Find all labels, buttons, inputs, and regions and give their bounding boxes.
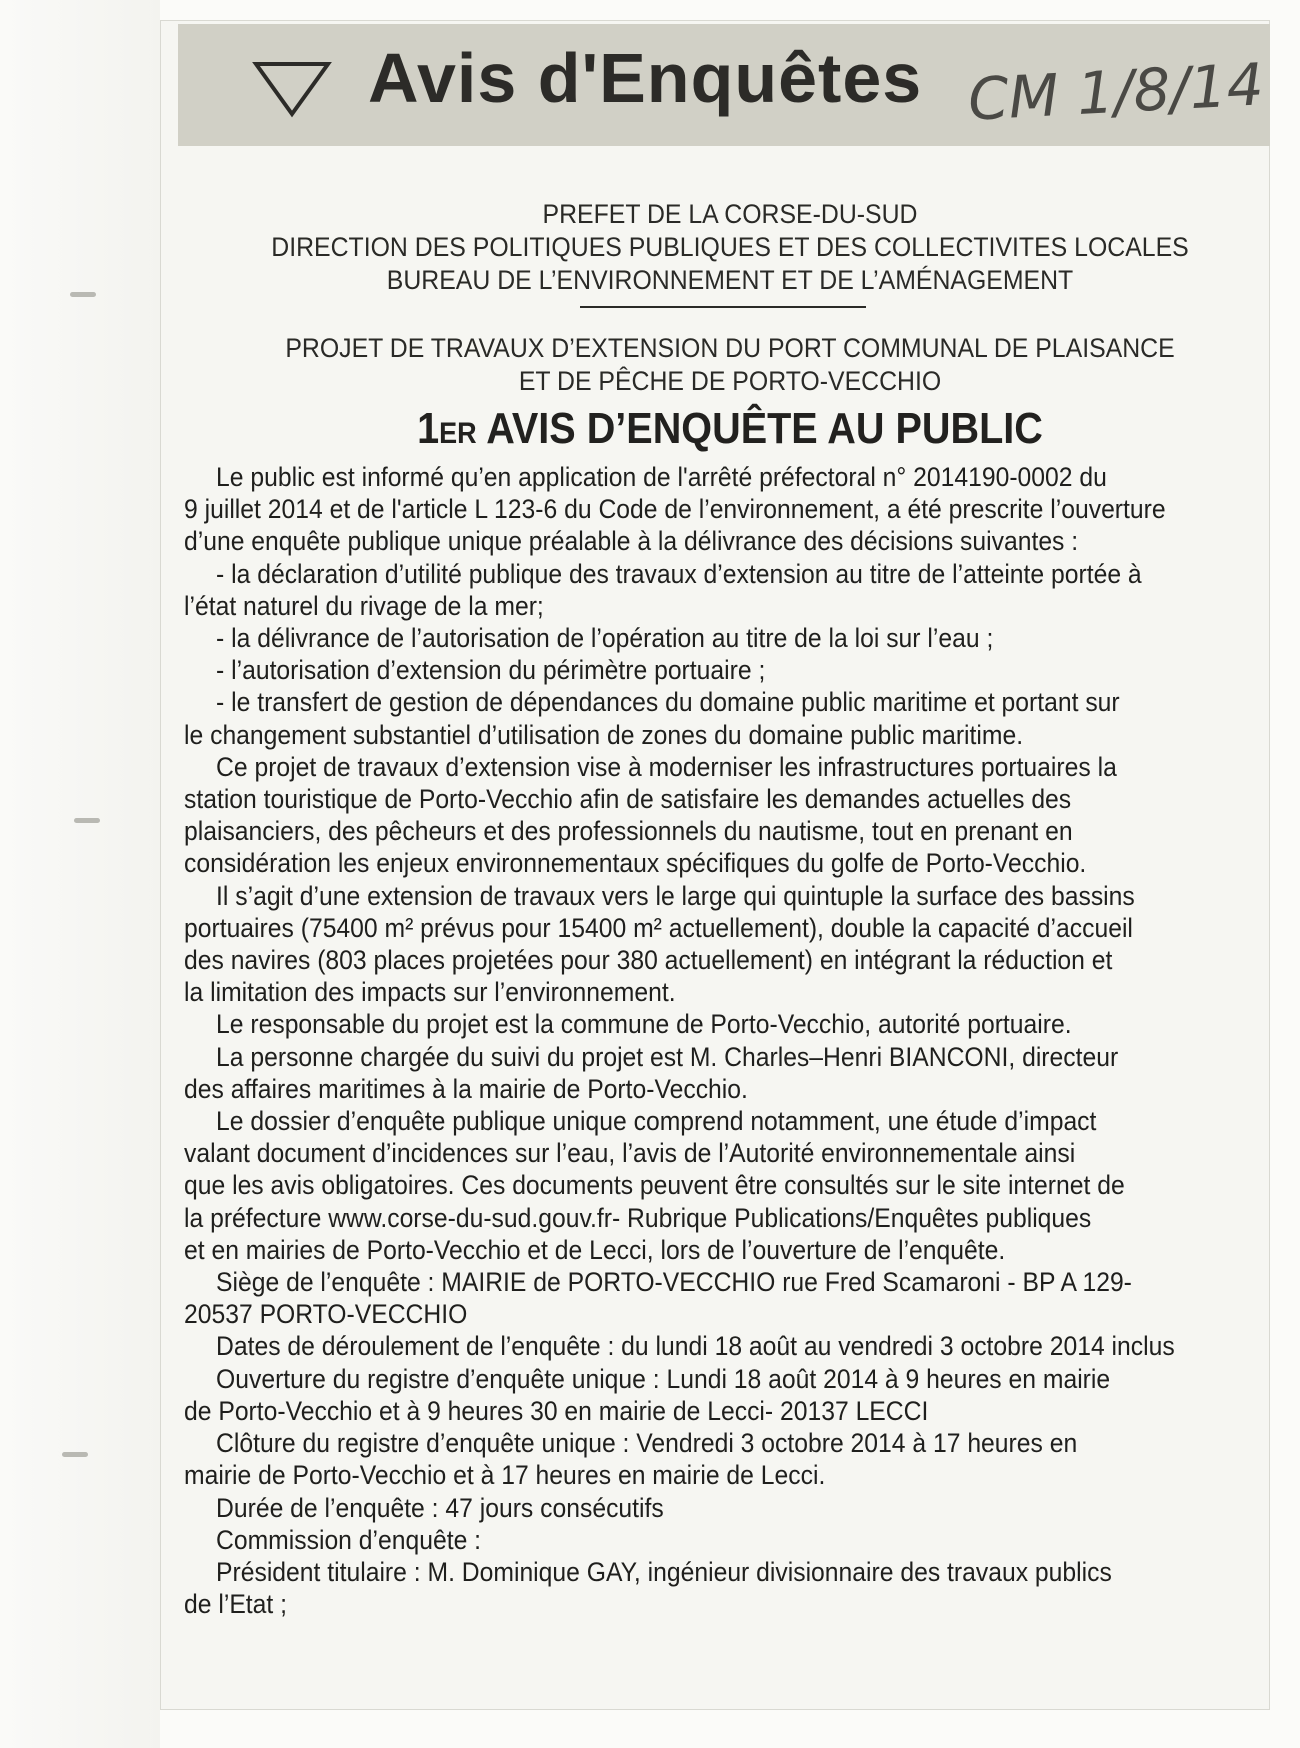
body-line: Ouverture du registre d’enquête unique : Lundi 18 août 2014 à 9 heures en mairie [216, 1363, 1111, 1394]
body-line: de l’Etat ; [184, 1589, 287, 1620]
body-line: Durée de l’enquête : 47 jours consécutifs [216, 1492, 664, 1523]
body-line: - la délivrance de l’autorisation de l’opération au titre de la loi sur l’eau ; [216, 623, 994, 654]
body-line: considération les enjeux environnementaux spécifiques du golfe de Porto-Vecchio. [184, 848, 1087, 879]
body-line: Ce projet de travaux d’extension vise à moderniser les infrastructures portuaires la [216, 751, 1117, 782]
notice-title [244, 404, 1216, 454]
body-line: de Porto-Vecchio et à 9 heures 30 en mairie de Lecci- 20137 LECCI [184, 1395, 929, 1426]
body-line: 20537 PORTO-VECCHIO [184, 1299, 468, 1330]
body-line: que les avis obligatoires. Ces documents peuvent être consultés sur le site internet de [184, 1170, 1125, 1201]
body-line: plaisanciers, des pêcheurs et des professionnels du nautisme, tout en prenant en [184, 816, 1073, 847]
scan-left-margin [0, 0, 160, 1748]
body-line: Dates de déroulement de l’enquête : du lundi 18 août au vendredi 3 octobre 2014 inclus [216, 1331, 1175, 1362]
body-line: Président titulaire : M. Dominique GAY, ingénieur divisionnaire des travaux publics [216, 1556, 1112, 1587]
notice-title-text: AVIS D’ENQUÊTE AU PUBLIC [476, 404, 1043, 453]
body-line: Le responsable du projet est la commune de Porto-Vecchio, autorité portuaire. [216, 1009, 1072, 1040]
authority-line: PREFET DE LA CORSE-DU-SUD [542, 199, 918, 229]
scan-artifact [74, 818, 100, 823]
triangle-down-icon [252, 60, 332, 118]
body-line: et en mairies de Porto-Vecchio et de Lecci, lors de l’ouverture de l’enquête. [184, 1234, 1006, 1265]
section-title: Avis d'Enquêtes [368, 39, 923, 117]
body-line: des navires (803 places projetées pour 380 actuellement) en intégrant la réduction et [184, 945, 1113, 976]
divider [580, 306, 866, 308]
body-line: Le public est informé qu’en application de l'arrêté préfectoral n° 2014190-0002 du [216, 462, 1107, 492]
scan-artifact [70, 292, 96, 297]
issuing-authority [233, 198, 1227, 297]
body-line: - le transfert de gestion de dépendances du domaine public maritime et portant sur [216, 687, 1120, 718]
body-line: la préfecture www.corse-du-sud.gouv.fr- Rubrique Publications/Enquêtes publiques [184, 1202, 1092, 1233]
handwritten-annotation: CM 1/8/14 [966, 50, 1266, 134]
authority-line: BUREAU DE L’ENVIRONNEMENT ET DE L’AMÉNAGEMENT [386, 265, 1074, 295]
body-line: Le dossier d’enquête publique unique comprend notamment, une étude d’impact [216, 1106, 1097, 1137]
body-line: 9 juillet 2014 et de l'article L 123-6 du Code de l’environnement, a été prescrite l’ouverture [184, 494, 1166, 525]
project-line: PROJET DE TRAVAUX D’EXTENSION DU PORT COMMUNAL DE PLAISANCE [285, 333, 1175, 363]
body-line: d’une enquête publique unique préalable à la délivrance des décisions suivantes : [184, 526, 1079, 557]
body-line: l’état naturel du rivage de la mer; [184, 590, 544, 621]
body-line: - la déclaration d’utilité publique des travaux d’extension au titre de l’atteinte portée à [216, 558, 1142, 589]
scan-artifact [62, 1452, 88, 1457]
notice-ordinal-suffix: ER [439, 417, 477, 450]
notice-ordinal: 1 [417, 404, 440, 453]
body-line: le changement substantiel d’utilisation de zones du domaine public maritime. [184, 719, 1024, 750]
body-line: station touristique de Porto-Vecchio afin de satisfaire les demandes actuelles des [184, 784, 1072, 815]
body-line: des affaires maritimes à la mairie de Porto-Vecchio. [184, 1073, 748, 1104]
body-line: portuaires (75400 m² prévus pour 15400 m² actuellement), double la capacité d’accueil [184, 912, 1133, 943]
project-line: ET DE PÊCHE DE PORTO-VECCHIO [518, 366, 942, 396]
body-line: mairie de Porto-Vecchio et à 17 heures en mairie de Lecci. [184, 1460, 826, 1491]
notice-body [184, 461, 1284, 1620]
body-line: Commission d’enquête : [216, 1524, 482, 1555]
body-line: la limitation des impacts sur l’environnement. [184, 977, 676, 1008]
body-line: La personne chargée du suivi du projet est M. Charles–Henri BIANCONI, directeur [216, 1041, 1119, 1072]
body-line: valant document d’incidences sur l’eau, l’avis de l’Autorité environnementale ainsi [184, 1138, 1076, 1169]
body-line: Il s’agit d’une extension de travaux vers le large qui quintuple la surface des bassins [216, 880, 1135, 911]
body-line: - l’autorisation d’extension du périmètre portuaire ; [216, 655, 766, 686]
body-line: Clôture du registre d’enquête unique : Vendredi 3 octobre 2014 à 17 heures en [216, 1428, 1078, 1459]
project-heading [233, 332, 1227, 398]
authority-line: DIRECTION DES POLITIQUES PUBLIQUES ET DES COLLECTIVITES LOCALES [271, 232, 1189, 262]
body-line: Siège de l’enquête : MAIRIE de PORTO-VECCHIO rue Fred Scamaroni - BP A 129- [216, 1267, 1132, 1298]
